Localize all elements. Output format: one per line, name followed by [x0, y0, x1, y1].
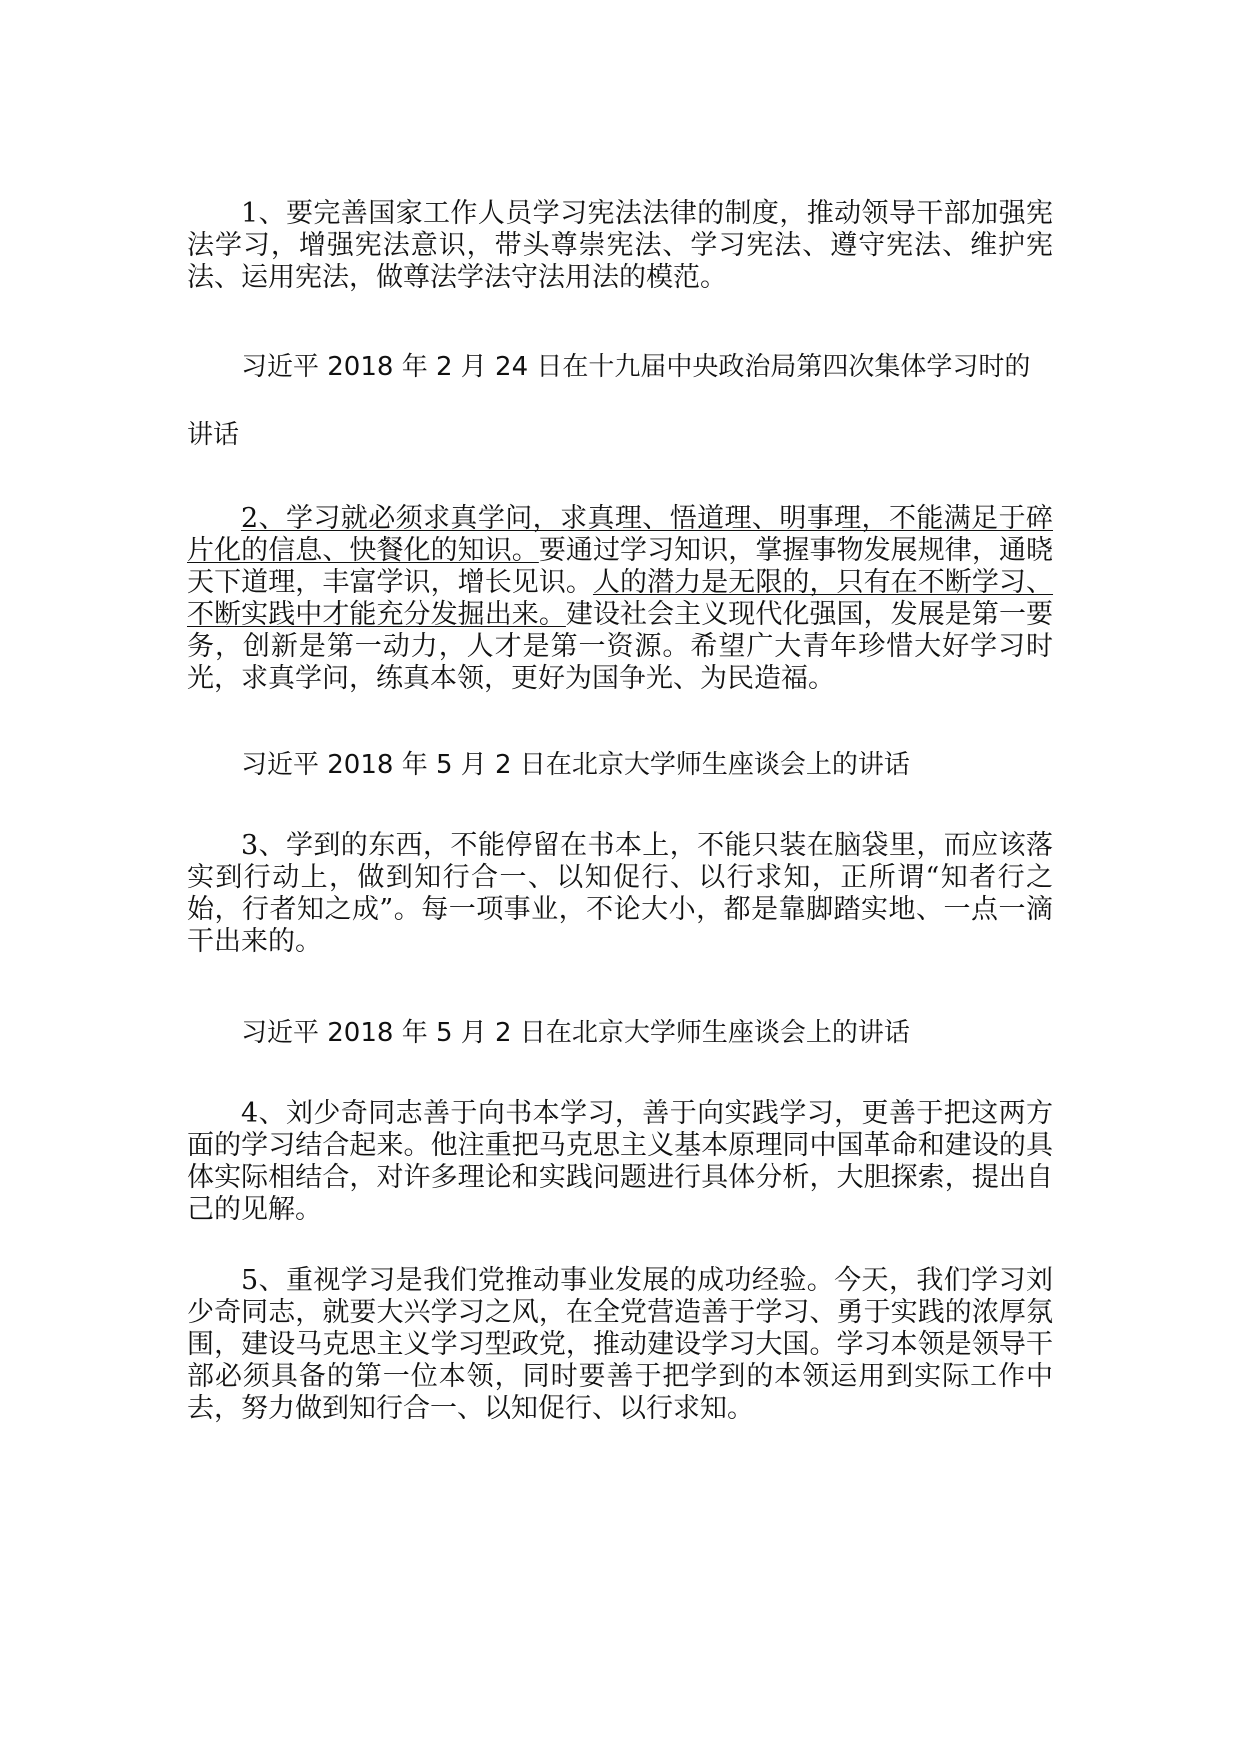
source-heading-2: 习近平 2018 年 5 月 2 日在北京大学师生座谈会上的讲话	[241, 750, 910, 780]
paragraph-2-text-a: 要通过学习知识，掌握事物发展规律，通晓天下道理，丰富学识，增长见识。	[187, 535, 1054, 598]
underlined-sentence-2: 人的潜力是无限的，只有在不断学习、不断实践中才能充分发掘出来。	[187, 567, 1054, 630]
paragraph-2-text-b: 建设社会主义现代化强国，发展是第一要务，创新是第一动力，人才是第一资源。希望广大青年珍惜大好学习时光，求真学问，练真本领，更好为国争光、为民造福。	[187, 599, 1054, 694]
source-heading-3: 习近平 2018 年 5 月 2 日在北京大学师生座谈会上的讲话	[241, 1018, 910, 1048]
paragraph-2	[187, 503, 1053, 695]
underlined-sentence-1: 2、学习就必须求真学问，求真理、悟道理、明事理，不能满足于碎片化的信息、快餐化的知识。	[187, 503, 1053, 566]
paragraph-4: 4、刘少奇同志善于向书本学习，善于向实践学习，更善于把这两方面的学习结合起来。他注重把马克思主义基本原理同中国革命和建设的具体实际相结合，对许多理论和实践问题进行具体分析，大胆探索，提出自己的见解。	[187, 1098, 1053, 1225]
source-heading-1: 习近平 2018 年 2 月 24 日在十九届中央政治局第四次集体学习时的讲话	[187, 352, 1031, 450]
paragraph-3: 3、学到的东西，不能停留在书本上，不能只装在脑袋里，而应该落实到行动上，做到知行合一、以知促行、以行求知，正所谓“知者行之始，行者知之成”。每一项事业，不论大小，都是靠脚踏实地、一点一滴干出来的。	[187, 830, 1053, 957]
paragraph-1: 1、要完善国家工作人员学习宪法法律的制度，推动领导干部加强宪法学习，增强宪法意识，带头尊崇宪法、学习宪法、遵守宪法、维护宪法、运用宪法，做尊法学法守法用法的模范。	[187, 198, 1053, 293]
paragraph-5: 5、重视学习是我们党推动事业发展的成功经验。今天，我们学习刘少奇同志，就要大兴学习之风，在全党营造善于学习、勇于实践的浓厚氛围，建设马克思主义学习型政党，推动建设学习大国。学习本领是领导干部必须具备的第一位本领，同时要善于把学到的本领运用到实际工作中去，努力做到知行合一、以知促行、以行求知。	[187, 1265, 1053, 1424]
